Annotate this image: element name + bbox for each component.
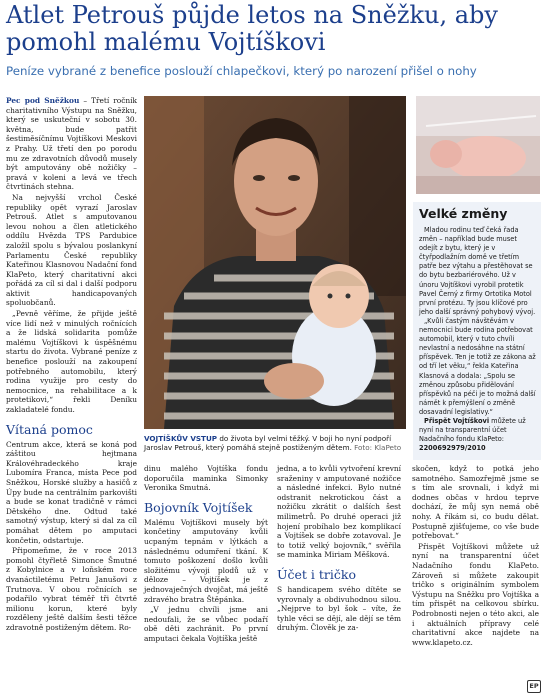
sidebar-paragraph-1: Mladou rodinu teď čeká řada změn – například bude muset odejít z bytu, který je v čtyřpodlažním domě ve třetím patře bez výtahu a přestěhovat se do bytu bezbariérového. Už v únoru Vojtíškovi vyrobil protetik Pavel Černý z firmy Ortotika Motol první protézu. Ty jsou klíčové pro jeho další správný pohybový vývoj. bbox=[419, 226, 536, 316]
photo-baby-in-incubator bbox=[416, 96, 540, 194]
col3-paragraph-1: jedna, a to kvůli vytvoření krevní sraženiny v amputované nožičce a následné infekci. Bylo nutné odstranit nekrotickou část a nožičku zkrátit o dalších šest milimetrů. Po druhé operaci již hojení probíhalo bez komplikací a Vojtíšek se dobře zotavoval. Je to totiž velký bojovník,“ svěřila se maminka Miriam Měšková. bbox=[277, 464, 401, 560]
sidebar-paragraph-2: „Kvůli častým návštěvám v nemocnici bude rodina potřebovat automobil, který v tuto chvíli nevlastní a nedosáhne na státní příspěvek. Ten je totiž ze zákona až od tří let věku,“ řekla Kateřina Klasnová a dodala: „Spolu se změnou způsobu přidělování příspěvků na péči je to možná další námět k přemýšlení o změně dosavadní legislativy.“ bbox=[419, 316, 536, 416]
account-number: 2200692979/2010 bbox=[419, 444, 486, 453]
col1-paragraph-4: Centrum akce, která se koná pod záštitou hejtmana Královéhradeckého kraje Lubomíra Franca, místa Pece pod Sněžkou, Horské služby a hasičů z Úpy bude na centrálním parkovišti a bude se konat tradičně v rámci Dětského dne. Odtud také samotný výstup, který si dal za cíl pomáhat dětem po amputaci končetin, odstartuje. bbox=[6, 439, 137, 545]
sidebar-text bbox=[419, 226, 537, 453]
account-label: Přispět Vojtíškovi bbox=[424, 416, 490, 425]
col2-paragraph-2: Malému Vojtíškovi musely být končetiny amputovány kvůli ucpaným tepnám v lýtkách a následnému odumření tkání. K tomuto poškození došlo kvůli složitému vývoji plodů už v děloze – Vojtíšek je z jednovaječných dvojčat, má ještě zdravého bratra Štěpánka. bbox=[144, 517, 268, 604]
photo-man-holding-baby bbox=[144, 96, 406, 429]
article-column-2 bbox=[144, 464, 268, 645]
photo-credit: Foto: KlaPeto bbox=[351, 443, 402, 453]
col1-paragraph-2: Na nejvyšší vrchol České republiky opět vyrazí Jaroslav Petrouš. Atlet s amputovanou levou nohou a člen atletického oddílu Hvězda TPS Pardubice založil spolu s bývalou poslankyní Parlamentu České republiky Kateřinou Klasnovou Nadační fond KlaPeto, který charitativní akci pořádá za cíl si dal i další podporu aktivit handicapovaných spoluobčanů. bbox=[6, 192, 137, 308]
section-heading-vitana-pomoc: Vítaná pomoc bbox=[6, 421, 93, 437]
article-headline: Atlet Petrouš půjde letos na Sněžku, aby pomohl malému Vojtíškovi bbox=[6, 1, 498, 56]
caption-text: do života byl velmi těžký. V boji ho nyní podpoří Jaroslav Petrouš, který pomáhá stejně postiženým dětem. bbox=[144, 434, 392, 453]
col4-paragraph-1: skočen, když to potká jeho samotného. Samozřejmě jsme se s tím ale srovnali, i když mi dodnes občas v hrdou teprve dochází, že můj syn nemá obě nohy. A říkám si, co budu dělat. Postupně zjišťujeme, co vše bude potřebovat.“ bbox=[412, 464, 539, 541]
col2-paragraph-1: dinu malého Vojtíška fondu doporučila maminka Simonky Veronika Smutná. bbox=[144, 464, 268, 493]
sidebar-box bbox=[413, 202, 541, 460]
article-column-3 bbox=[277, 464, 401, 634]
side-photo bbox=[416, 96, 540, 194]
caption-lead: VOJTÍŠKŮV VSTUP bbox=[144, 434, 218, 443]
article-column-4 bbox=[412, 464, 539, 648]
section-heading-bojovnik: Bojovník Vojtíšek bbox=[144, 499, 253, 515]
dateline: Pec pod Sněžkou bbox=[6, 96, 80, 105]
main-photo bbox=[144, 96, 406, 429]
col3-paragraph-2: S handicapem svého dítěte se vyrovnaly a obdivuhodnou silou. „Nejprve to byl šok – víte, že tyhle věci se dějí, ale dějí se těm druhým. Člověk je za- bbox=[277, 584, 401, 633]
sidebar-paragraph-3 bbox=[419, 417, 537, 453]
photo-caption bbox=[144, 434, 412, 453]
publisher-logo: EP bbox=[527, 680, 541, 693]
section-heading-ucet: Účet i tričko bbox=[277, 566, 356, 582]
col1-p1-text: – Třetí ročník charitativního Výstupu na Sněžku, který se uskuteční v sobotu 30. května, bude patřit šestiměsíčnímu Vojtíškovi Meskovi z Prahy. Už třetí den po porodu mu ze zdravotních důvodů musely být amputovány obě nožičky – pravá v koleni a levá ve třech čtvrtinách stehna. bbox=[6, 96, 137, 192]
col1-paragraph-1 bbox=[6, 96, 137, 192]
col1-paragraph-5: Připomeňme, že v roce 2013 pomohl čtyřletě Simonce Šmutné z Kobylnice a v loňském roce dvanáctiletému Petru Janušovi z Trutnova. V obou ročnících se podařilo vybrat téměř tři čtvrtě milionu korun, které byly rozděleny ještě dalším šesti těžce zdravotně postiženým dětem. Ro- bbox=[6, 546, 137, 632]
account-text: můžete už nyní na transparentní účet Nadačního fondu KlaPeto: bbox=[419, 416, 526, 444]
col4-paragraph-2: Přispět Vojtíškovi můžete už nyní na transparentní účet Nadačního fondu KlaPeto. Zároveň si můžete zakoupit tričko s originálním symbolem Výstupu na Sněžku pro Vojtíška a tím přispět na celkovou sbírku. Podrobnosti nejen o této akci, ale i aktuálních přípravy celé charitativní akce najdete na www.klapeto.cz. bbox=[412, 541, 539, 647]
col1-paragraph-3: „Pevně věříme, že přijde ještě více lidí než v minulých ročnících a že lidská solidarita pomůže malému Vojtíškovi k úspěšnému startu do života. Vybrané peníze z benefice poslouží na zakoupení potřebného automobilu, který rodina využije pro cesty do nemocnice, na rehabilitace a k protetikovi,“ řekli Deníku zakladatelé fondu. bbox=[6, 309, 137, 414]
article-column-1 bbox=[6, 96, 137, 633]
col2-paragraph-3: „V jednu chvíli jsme ani nedoufali, že se vůbec podaří obě děti zachránit. Po první amputaci čekala Vojtíška ještě bbox=[144, 605, 268, 643]
sidebar-title: Velké změny bbox=[419, 206, 508, 221]
article-subheadline: Peníze vybrané z benefice poslouží chlapečkovi, který po narození přišel o nohy bbox=[6, 64, 477, 78]
